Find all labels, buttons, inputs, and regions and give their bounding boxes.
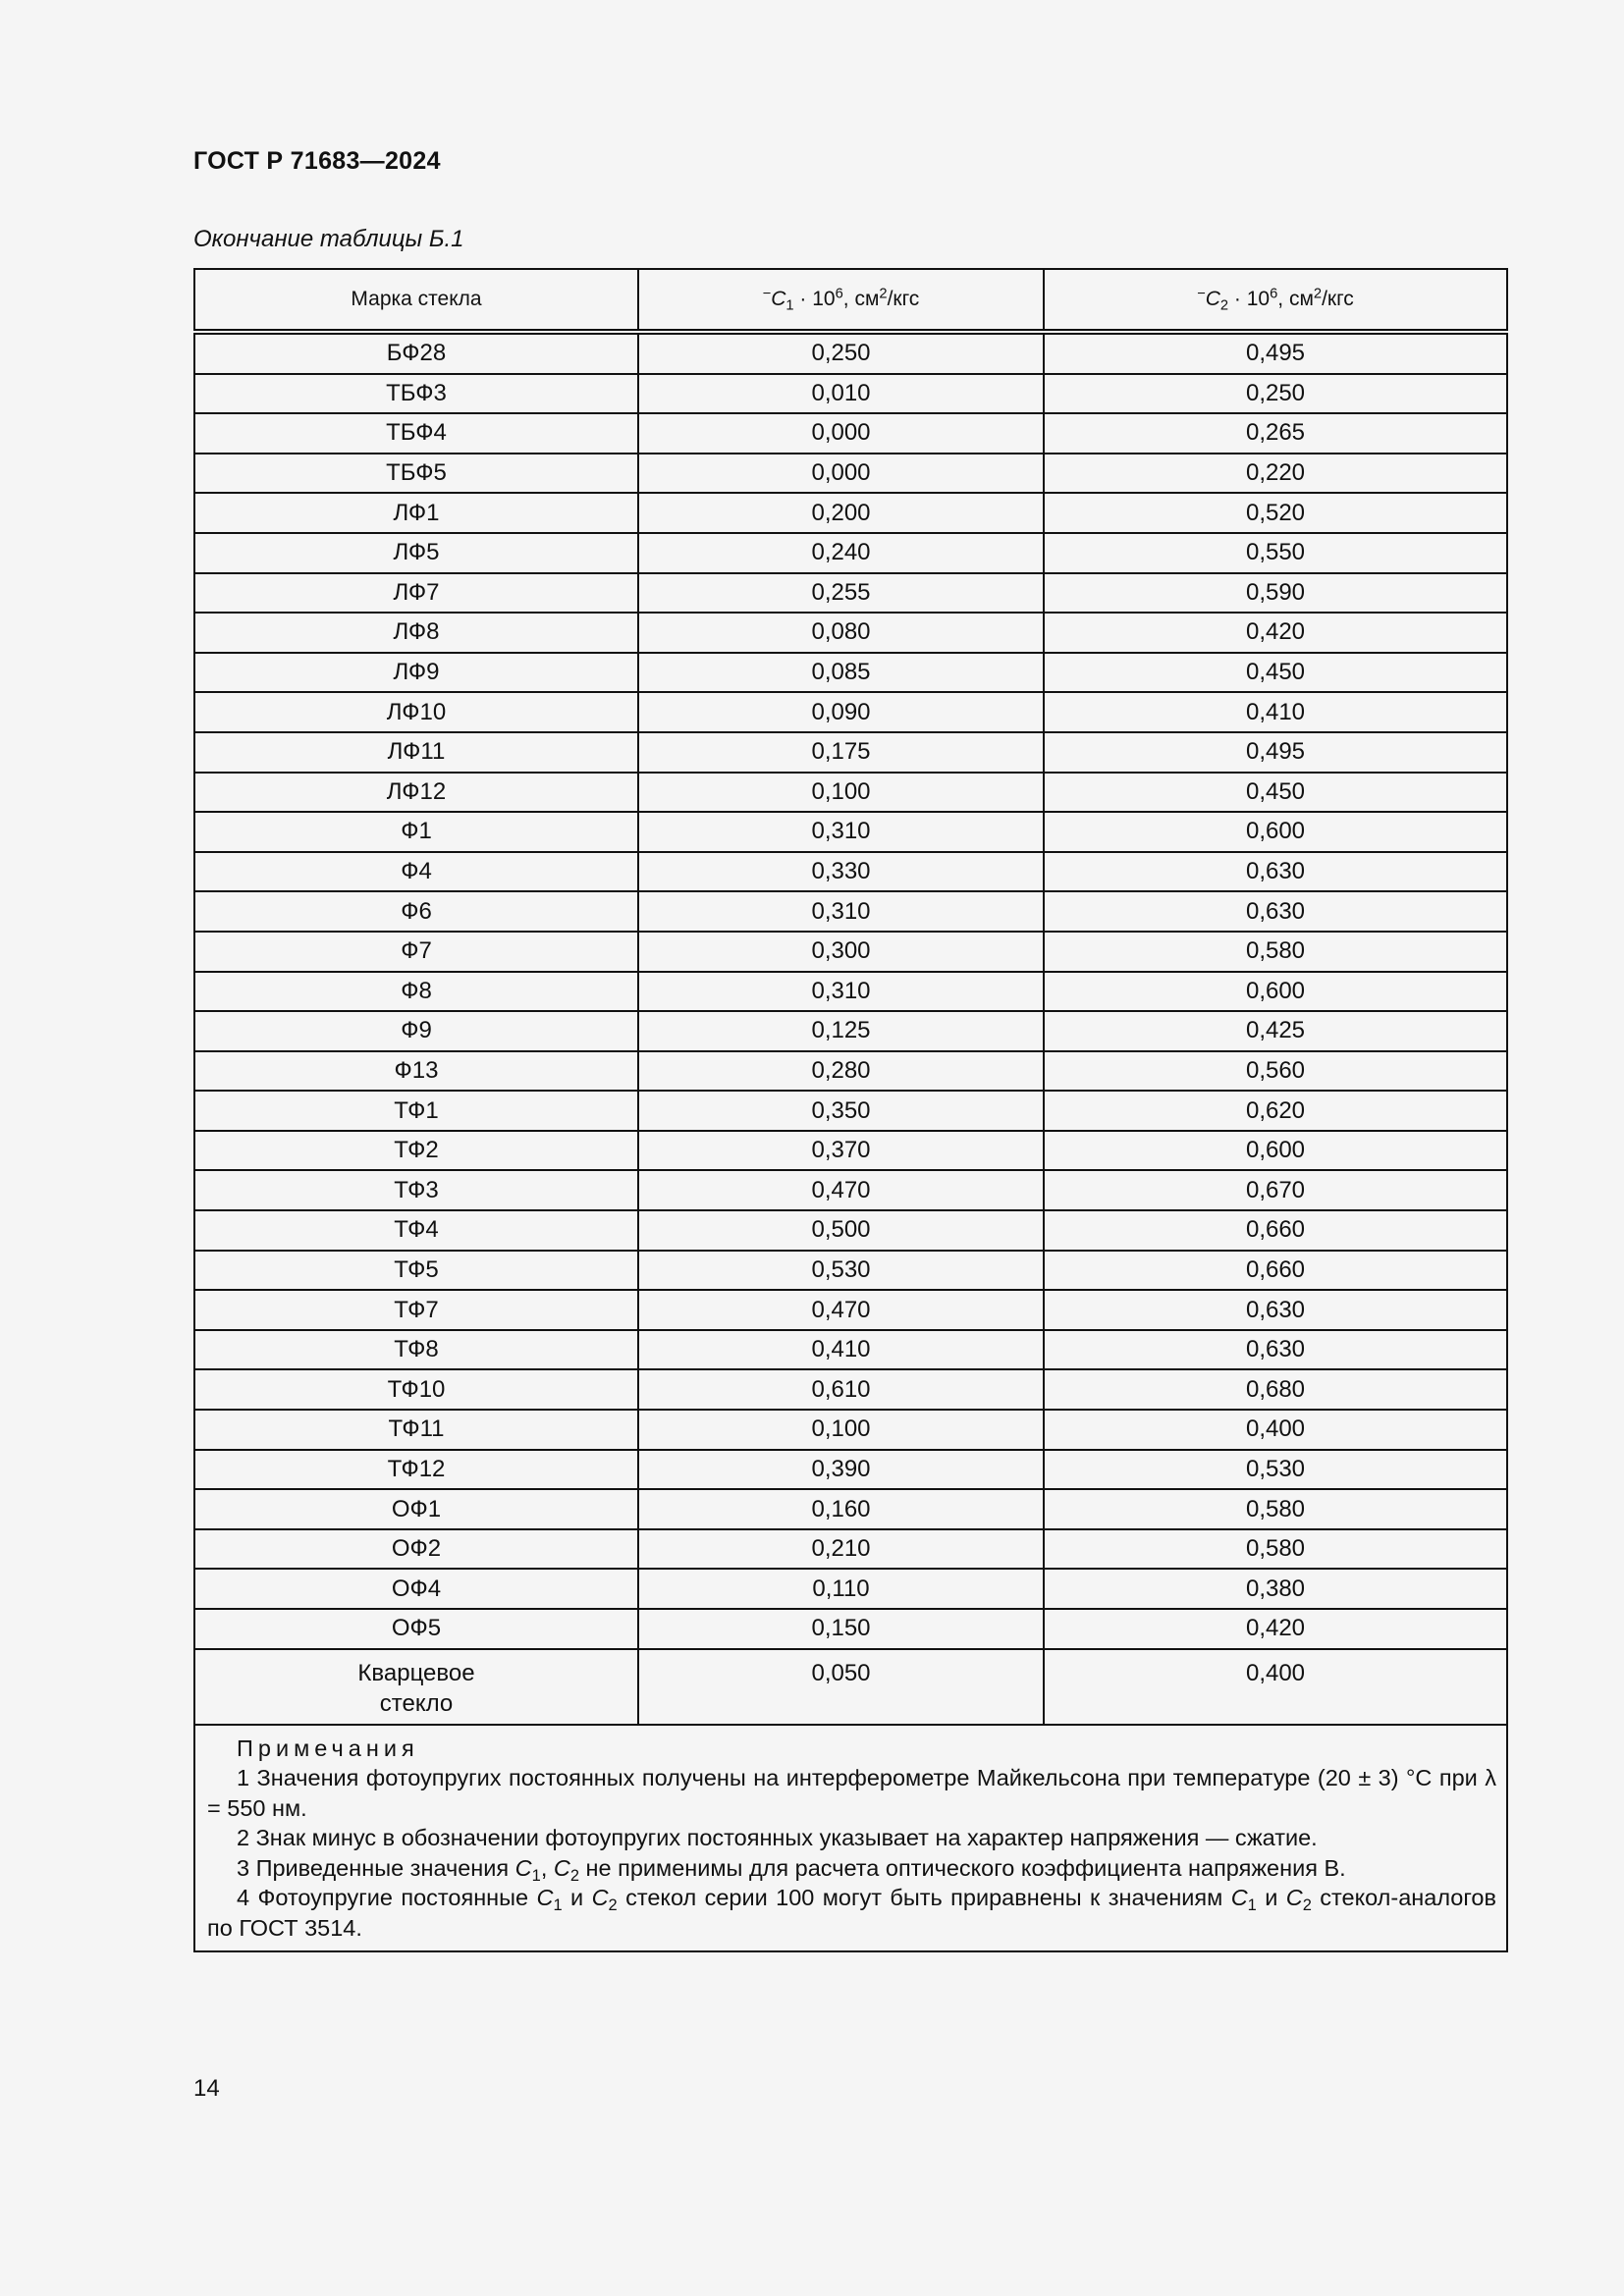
c2-value-cell: 0,630 xyxy=(1044,1330,1507,1370)
glass-grade-cell: ТБФ5 xyxy=(194,454,638,494)
table-row xyxy=(194,972,1507,1012)
c2-value-cell: 0,630 xyxy=(1044,852,1507,892)
c2-value-cell: 0,450 xyxy=(1044,653,1507,693)
table-row xyxy=(194,1569,1507,1609)
notes-cell xyxy=(194,1725,1507,1952)
c1-value-cell: 0,000 xyxy=(638,454,1044,494)
c2-value-cell: 0,265 xyxy=(1044,413,1507,454)
table-row xyxy=(194,1410,1507,1450)
glass-grade-cell: Ф7 xyxy=(194,932,638,972)
glass-grade-cell: Ф13 xyxy=(194,1051,638,1092)
glass-grade-cell: ЛФ1 xyxy=(194,493,638,533)
c1-value-cell: 0,200 xyxy=(638,493,1044,533)
table-row xyxy=(194,413,1507,454)
glass-grade-cell: ТФ10 xyxy=(194,1369,638,1410)
glass-grade-cell: БФ28 xyxy=(194,332,638,374)
glass-grade-cell: ТФ11 xyxy=(194,1410,638,1450)
table-row xyxy=(194,653,1507,693)
table-row xyxy=(194,692,1507,732)
c2-value-cell: 0,590 xyxy=(1044,573,1507,614)
c1-value-cell: 0,470 xyxy=(638,1170,1044,1210)
glass-grade-cell: ЛФ12 xyxy=(194,773,638,813)
glass-grade-cell: ОФ1 xyxy=(194,1489,638,1529)
table-row xyxy=(194,1330,1507,1370)
c1-value-cell: 0,110 xyxy=(638,1569,1044,1609)
table-row xyxy=(194,891,1507,932)
table-row xyxy=(194,932,1507,972)
glass-grade-cell: ТФ8 xyxy=(194,1330,638,1370)
c2-value-cell: 0,380 xyxy=(1044,1569,1507,1609)
c1-value-cell: 0,090 xyxy=(638,692,1044,732)
glass-grade-cell: Ф6 xyxy=(194,891,638,932)
glass-grade-cell: Ф9 xyxy=(194,1011,638,1051)
glass-grade-cell: ТФ7 xyxy=(194,1290,638,1330)
c2-value-cell: 0,580 xyxy=(1044,1489,1507,1529)
glass-grade-cell: ЛФ7 xyxy=(194,573,638,614)
header-c2: $^-C_2 \cdot 10^6$, $см^2$/кгс xyxy=(1044,269,1507,332)
c2-value-cell: 0,495 xyxy=(1044,732,1507,773)
table-row xyxy=(194,1051,1507,1092)
c2-value-cell: 0,600 xyxy=(1044,972,1507,1012)
c2-value-cell: 0,425 xyxy=(1044,1011,1507,1051)
note-2: 2 Знак минус в обозначении фотоупругих постоянных указывает на характер напряжения — сжатие. xyxy=(237,1825,1318,1851)
c1-value-cell: 0,370 xyxy=(638,1131,1044,1171)
glass-grade-cell: ОФ4 xyxy=(194,1569,638,1609)
c2-value-cell: 0,420 xyxy=(1044,1609,1507,1649)
table-row xyxy=(194,1609,1507,1649)
c2-value-cell: 0,620 xyxy=(1044,1091,1507,1131)
table-row xyxy=(194,1091,1507,1131)
c2-value-cell: 0,400 xyxy=(1044,1649,1507,1725)
glass-grade-cell: ТБФ4 xyxy=(194,413,638,454)
c1-value-cell: 0,175 xyxy=(638,732,1044,773)
c2-value-cell: 0,420 xyxy=(1044,613,1507,653)
note-1: 1 Значения фотоупругих постоянных получены на интерферометре Майкельсона при температуре (20 ± 3) °С при λ = 550 нм. xyxy=(207,1765,1496,1821)
glass-grade-cell: Ф8 xyxy=(194,972,638,1012)
glass-grade-cell: ЛФ10 xyxy=(194,692,638,732)
c1-value-cell: 0,150 xyxy=(638,1609,1044,1649)
glass-grade-cell: ТБФ3 xyxy=(194,374,638,414)
c1-value-cell: 0,240 xyxy=(638,533,1044,573)
c2-value-cell: 0,220 xyxy=(1044,454,1507,494)
c2-value-cell: 0,550 xyxy=(1044,533,1507,573)
c1-value-cell: 0,280 xyxy=(638,1051,1044,1092)
glass-grade-cell: ТФ1 xyxy=(194,1091,638,1131)
c1-value-cell: 0,085 xyxy=(638,653,1044,693)
glass-grade-cell: ЛФ5 xyxy=(194,533,638,573)
table-header-row xyxy=(194,269,1507,332)
table-row xyxy=(194,493,1507,533)
table-row xyxy=(194,852,1507,892)
table-row xyxy=(194,1131,1507,1171)
c2-value-cell: 0,250 xyxy=(1044,374,1507,414)
note-4: 4 Фотоупругие постоянные $C_1$ и $C_2$ стекол серии 100 могут быть приравнены к значениям $C_1$ и $C_2$ стекол-аналогов по ГОСТ 3514. xyxy=(207,1885,1496,1941)
c1-value-cell: 0,390 xyxy=(638,1450,1044,1490)
c2-value-cell: 0,400 xyxy=(1044,1410,1507,1450)
glass-grade-cell: ЛФ9 xyxy=(194,653,638,693)
c2-value-cell: 0,410 xyxy=(1044,692,1507,732)
c2-value-cell: 0,600 xyxy=(1044,1131,1507,1171)
table-row xyxy=(194,573,1507,614)
c2-value-cell: 0,580 xyxy=(1044,932,1507,972)
c1-value-cell: 0,010 xyxy=(638,374,1044,414)
c2-value-cell: 0,680 xyxy=(1044,1369,1507,1410)
glass-grade-cell: ЛФ11 xyxy=(194,732,638,773)
table-row xyxy=(194,374,1507,414)
c2-value-cell: 0,580 xyxy=(1044,1529,1507,1570)
c1-value-cell: 0,125 xyxy=(638,1011,1044,1051)
table-row xyxy=(194,1251,1507,1291)
table-row xyxy=(194,533,1507,573)
table-row xyxy=(194,732,1507,773)
c1-value-cell: 0,610 xyxy=(638,1369,1044,1410)
c1-value-cell: 0,000 xyxy=(638,413,1044,454)
page-number: 14 xyxy=(193,2075,220,2102)
c1-value-cell: 0,350 xyxy=(638,1091,1044,1131)
notes-title: Примечания xyxy=(237,1735,419,1761)
c1-value-cell: 0,530 xyxy=(638,1251,1044,1291)
c1-value-cell: 0,100 xyxy=(638,773,1044,813)
c1-value-cell: 0,500 xyxy=(638,1210,1044,1251)
table-row xyxy=(194,1369,1507,1410)
table-row xyxy=(194,1170,1507,1210)
glass-grade-cell: ОФ2 xyxy=(194,1529,638,1570)
glass-grade-cell: ОФ5 xyxy=(194,1609,638,1649)
note-3: 3 Приведенные значения $C_1$, $C_2$ не применимы для расчета оптического коэффициента напряжения B. xyxy=(237,1854,1346,1885)
table-row xyxy=(194,812,1507,852)
document-header: ГОСТ Р 71683—2024 xyxy=(193,147,441,175)
c2-value-cell: 0,560 xyxy=(1044,1051,1507,1092)
header-glass-grade: Марка стекла xyxy=(194,269,638,332)
c2-value-cell: 0,530 xyxy=(1044,1450,1507,1490)
glass-grade-cell: ТФ4 xyxy=(194,1210,638,1251)
table-row xyxy=(194,1529,1507,1570)
table-row xyxy=(194,1450,1507,1490)
glass-grade-cell: Ф1 xyxy=(194,812,638,852)
c2-value-cell: 0,520 xyxy=(1044,493,1507,533)
table-row xyxy=(194,332,1507,374)
c2-value-cell: 0,670 xyxy=(1044,1170,1507,1210)
notes-row xyxy=(194,1725,1507,1952)
c1-value-cell: 0,050 xyxy=(638,1649,1044,1725)
c1-value-cell: 0,300 xyxy=(638,932,1044,972)
glass-grade-cell: Ф4 xyxy=(194,852,638,892)
c1-value-cell: 0,100 xyxy=(638,1410,1044,1450)
glass-grade-cell: ТФ2 xyxy=(194,1131,638,1171)
c2-value-cell: 0,600 xyxy=(1044,812,1507,852)
table-row xyxy=(194,613,1507,653)
c1-value-cell: 0,470 xyxy=(638,1290,1044,1330)
table-row xyxy=(194,1290,1507,1330)
c1-value-cell: 0,310 xyxy=(638,812,1044,852)
c2-value-cell: 0,660 xyxy=(1044,1251,1507,1291)
c1-value-cell: 0,255 xyxy=(638,573,1044,614)
c2-value-cell: 0,660 xyxy=(1044,1210,1507,1251)
glass-grade-cell: ТФ5 xyxy=(194,1251,638,1291)
glass-grade-cell: ТФ3 xyxy=(194,1170,638,1210)
table-caption: Окончание таблицы Б.1 xyxy=(193,226,464,252)
table-row xyxy=(194,1489,1507,1529)
c2-value-cell: 0,630 xyxy=(1044,1290,1507,1330)
c1-value-cell: 0,310 xyxy=(638,891,1044,932)
table-row xyxy=(194,1011,1507,1051)
glass-constants-table xyxy=(193,268,1508,1952)
header-c1: $^-C_1 \cdot 10^6$, $см^2$/кгс xyxy=(638,269,1044,332)
c1-value-cell: 0,310 xyxy=(638,972,1044,1012)
c1-value-cell: 0,330 xyxy=(638,852,1044,892)
c2-value-cell: 0,630 xyxy=(1044,891,1507,932)
table-row xyxy=(194,773,1507,813)
glass-grade-cell: ТФ12 xyxy=(194,1450,638,1490)
c1-value-cell: 0,250 xyxy=(638,332,1044,374)
glass-grade-cell: ЛФ8 xyxy=(194,613,638,653)
c1-value-cell: 0,080 xyxy=(638,613,1044,653)
c1-value-cell: 0,410 xyxy=(638,1330,1044,1370)
c2-value-cell: 0,495 xyxy=(1044,332,1507,374)
c1-value-cell: 0,210 xyxy=(638,1529,1044,1570)
table-row xyxy=(194,1210,1507,1251)
table-row-quartz xyxy=(194,1649,1507,1725)
c1-value-cell: 0,160 xyxy=(638,1489,1044,1529)
table-row xyxy=(194,454,1507,494)
glass-grade-cell: Кварцевое стекло xyxy=(194,1649,638,1725)
c2-value-cell: 0,450 xyxy=(1044,773,1507,813)
